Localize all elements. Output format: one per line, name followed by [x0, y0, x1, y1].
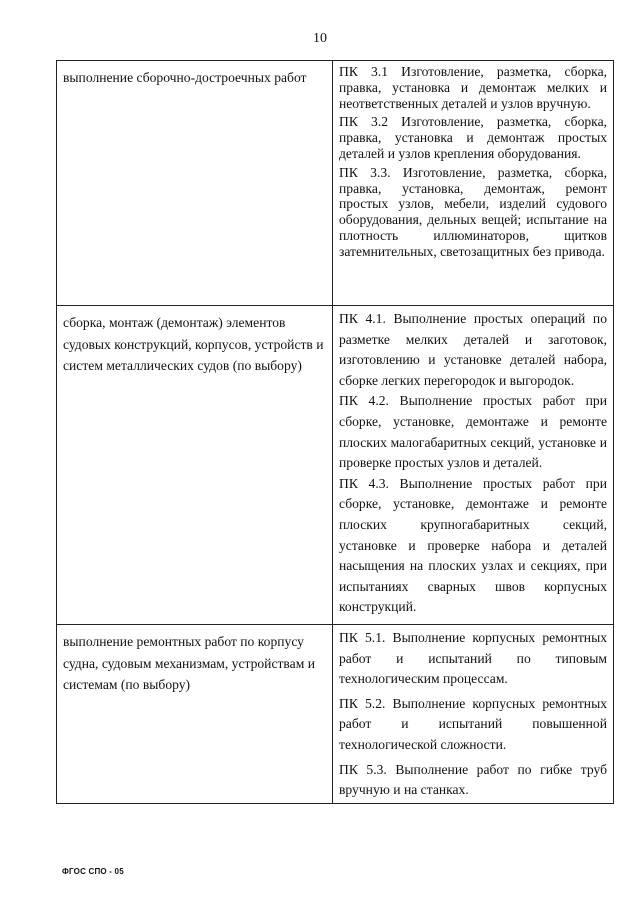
table-row	[57, 61, 614, 306]
competencies-cell	[333, 625, 614, 804]
competencies-cell	[333, 61, 614, 306]
competencies-cell	[333, 306, 614, 625]
table-row	[57, 306, 614, 625]
competency-item: ПК 5.1. Выполнение корпусных ремонтных работ и испытаний по типовым технологическим процессам.	[339, 630, 607, 687]
activity-cell: сборка, монтаж (демонтаж) элементов судовых конструкций, корпусов, устройств и систем металлических судов (по выбору)	[57, 306, 333, 625]
competency-item: ПК 3.3. Изготовление, разметка, сборка, правка, установка, демонтаж, ремонт простых узлов, мебели, изделий судового оборудования, дельных вещей; испытание на плотность иллюминаторов, щитков затемнительных, светозащитных без привода.	[339, 164, 607, 259]
footer-document-code: ФГОС СПО - 05	[62, 867, 124, 876]
competency-item: ПК 5.2. Выполнение корпусных ремонтных работ и испытаний повышенной технологической сложности.	[339, 695, 607, 752]
competency-item: ПК 3.2 Изготовление, разметка, сборка, правка, установка и демонтаж простых деталей и узлов крепления оборудования.	[339, 114, 607, 161]
activity-cell: выполнение ремонтных работ по корпусу судна, судовым механизмам, устройствам и системам (по выбору)	[57, 625, 333, 804]
competency-item: ПК 5.3. Выполнение работ по гибке труб вручную и на станках.	[339, 761, 607, 798]
activity-cell: выполнение сборочно-достроечных работ	[57, 61, 333, 306]
page-number: 10	[313, 31, 327, 46]
competency-table	[56, 60, 614, 804]
competency-item: ПК 3.1 Изготовление, разметка, сборка, правка, установка и демонтаж мелких и неответственных деталей и узлов вручную.	[339, 64, 607, 111]
competency-item: ПК 4.3. Выполнение простых работ при сборке, установке, демонтаже и ремонте плоских крупногабаритных секций, установке и проверке набора и деталей насыщения на плоских узлах и секциях, при испытаниях сварных швов корпусных конструкций.	[339, 475, 607, 615]
table-row	[57, 625, 614, 804]
competency-item: ПК 4.2. Выполнение простых работ при сборке, установке, демонтаже и ремонте плоских малогабаритных секций, установке и проверке простых узлов и деталей.	[339, 393, 607, 471]
competency-item: ПК 4.1. Выполнение простых операций по разметке мелких деталей и заготовок, изготовлению и установке деталей набора, сборке легких перегородок и выгородок.	[339, 311, 607, 388]
